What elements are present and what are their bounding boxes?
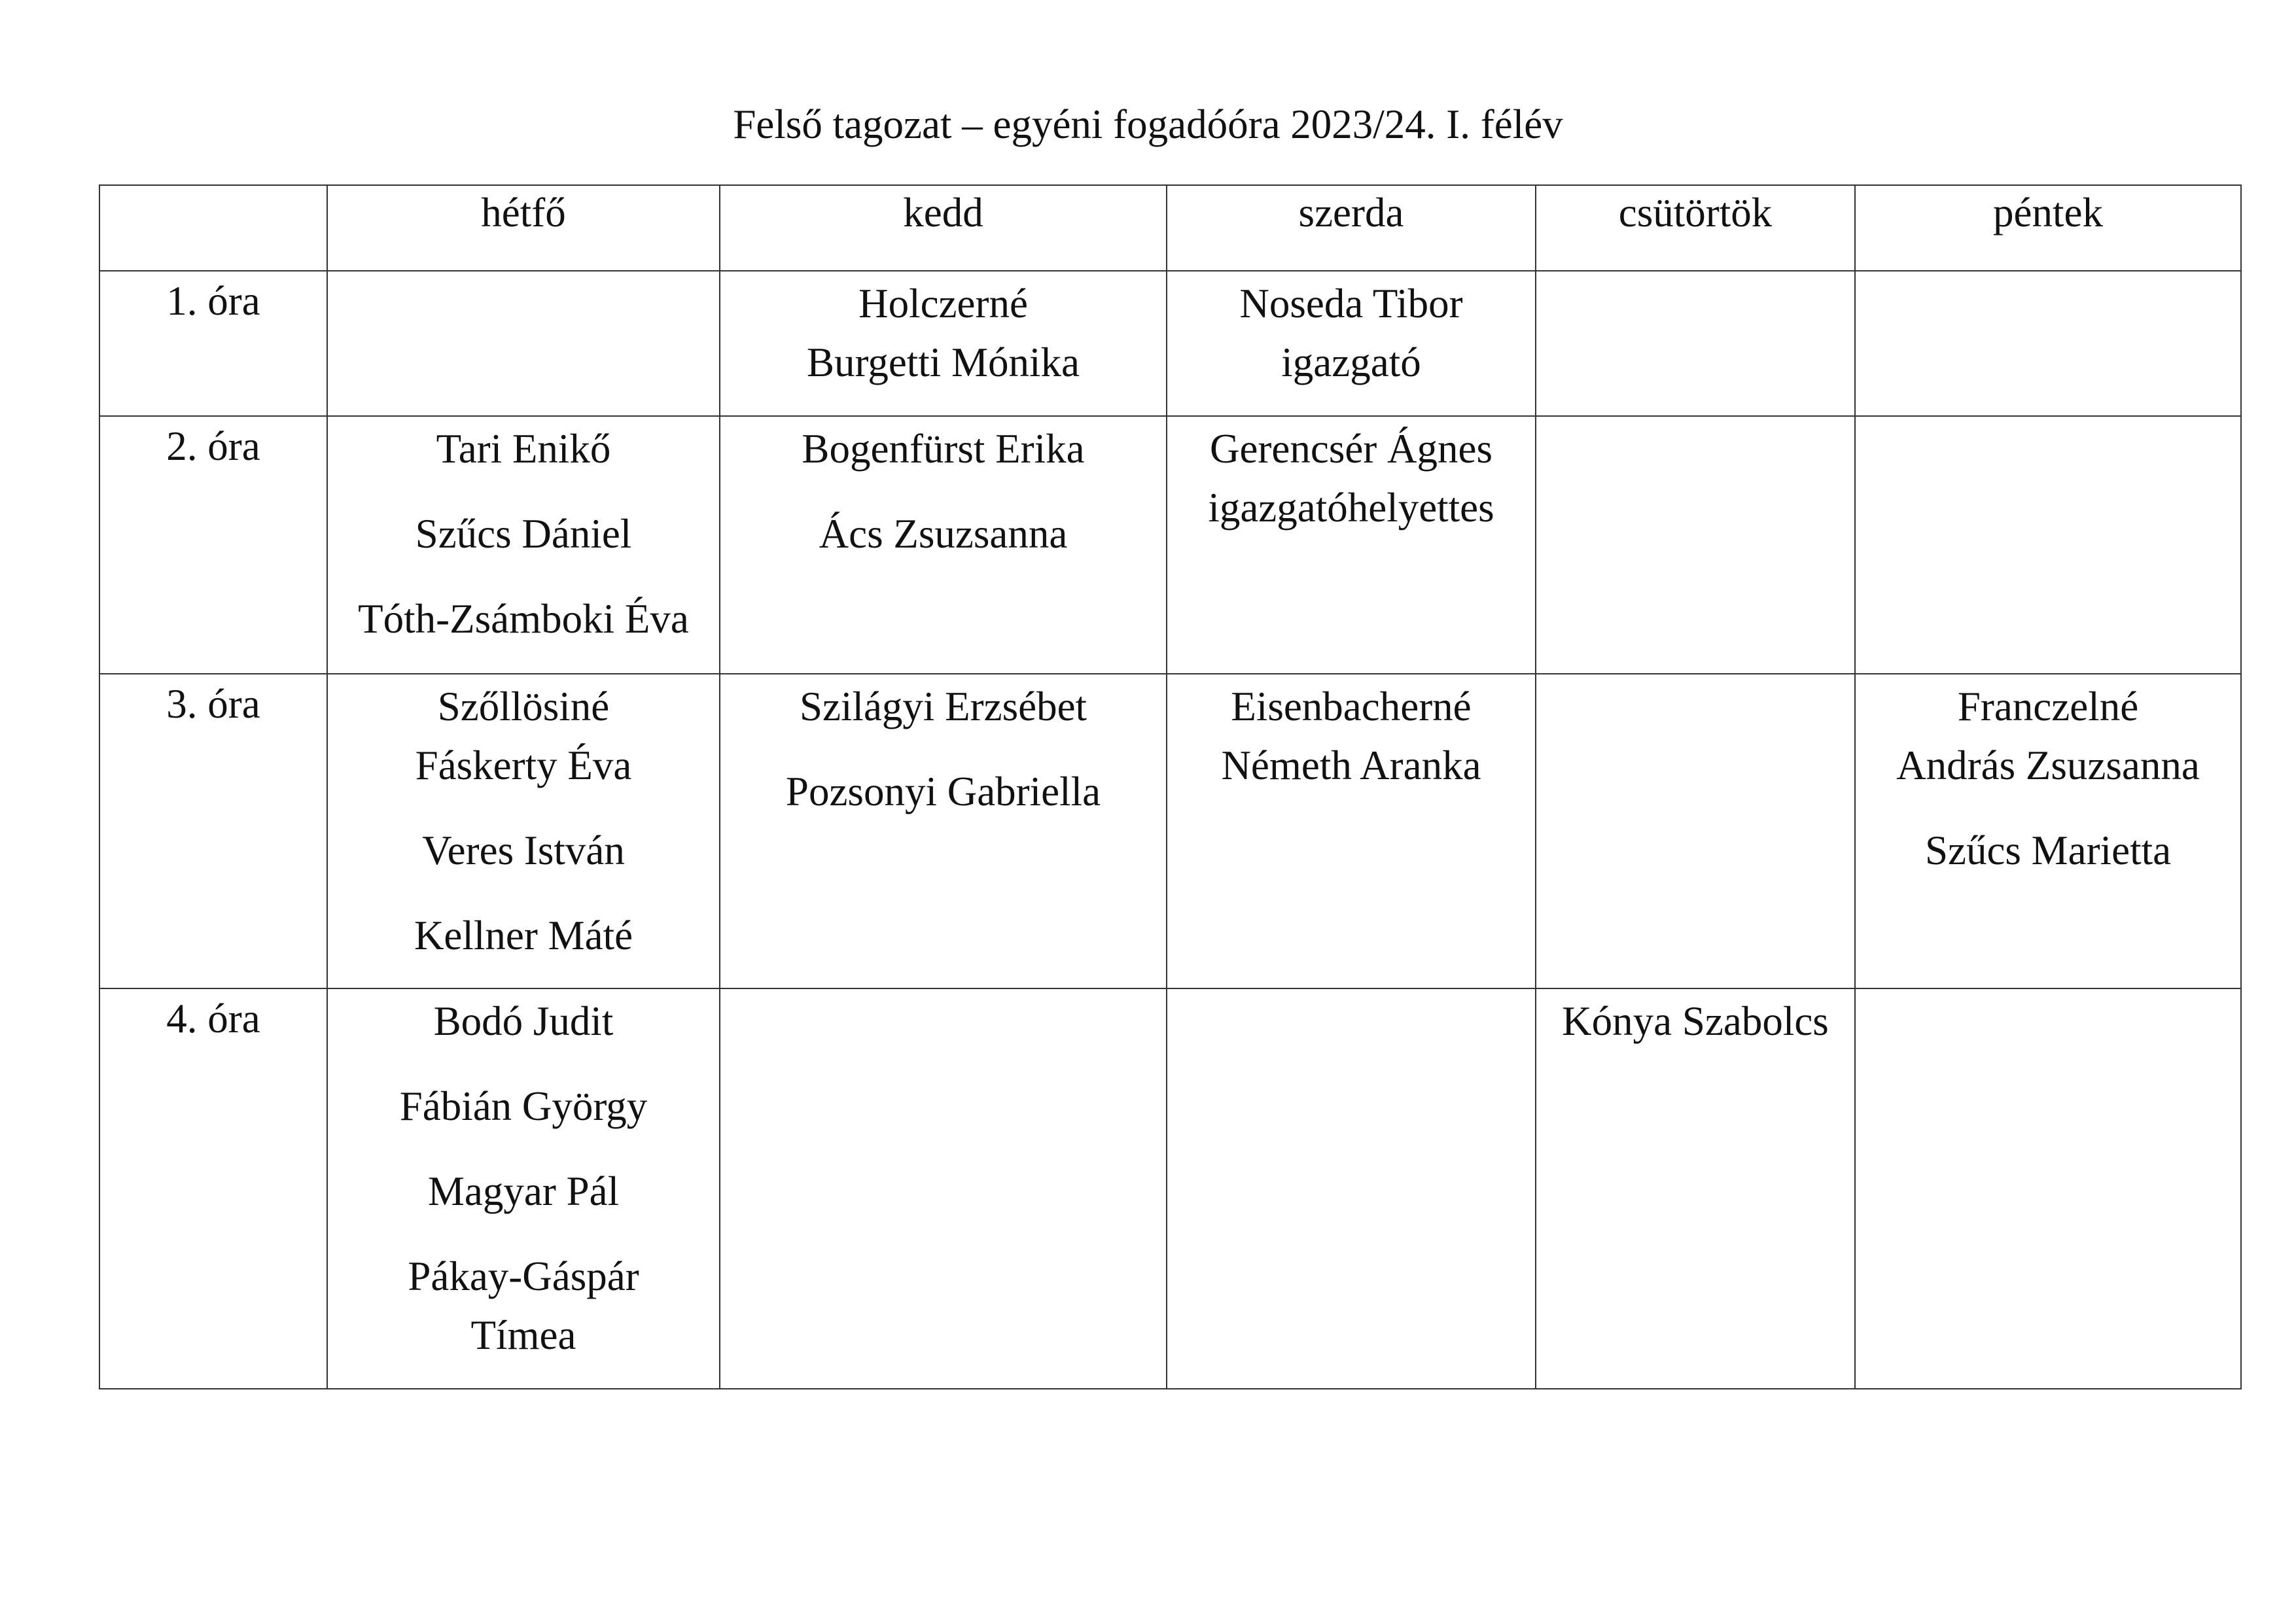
schedule-cell <box>327 416 720 674</box>
schedule-cell <box>720 988 1167 1389</box>
entry-line: Kellner Máté <box>414 913 633 958</box>
entry-line: Franczelné <box>1957 684 2139 729</box>
teacher-entry <box>328 1247 719 1365</box>
table-row <box>99 674 2241 988</box>
entry-line: igazgatóhelyettes <box>1208 485 1494 531</box>
entry-line: Holczerné <box>858 281 1028 326</box>
header-row <box>99 185 2241 271</box>
page-title: Felső tagozat – egyéni fogadóóra 2023/24. I. félév <box>733 101 1563 147</box>
day-label: péntek <box>1993 190 2103 236</box>
teacher-entry <box>328 419 719 478</box>
schedule-cell <box>327 271 720 416</box>
day-header-tuesday <box>720 185 1167 271</box>
entry-line: Tari Enikő <box>436 426 611 472</box>
teacher-entry <box>1167 274 1535 392</box>
entry-line: Burgetti Mónika <box>806 340 1080 385</box>
schedule-cell <box>1855 988 2241 1389</box>
schedule-cell <box>1855 674 2241 988</box>
teacher-entry <box>328 589 719 648</box>
teacher-entry <box>328 677 719 795</box>
schedule-cell <box>1167 271 1536 416</box>
period-label: 3. óra <box>99 674 327 988</box>
day-label: kedd <box>903 190 983 236</box>
day-label: szerda <box>1298 190 1404 236</box>
entry-line: Ács Zsuzsanna <box>819 511 1068 557</box>
teacher-entry <box>328 1077 719 1136</box>
entry-line: Tímea <box>470 1312 576 1358</box>
table-row <box>99 271 2241 416</box>
entry-line: Pákay-Gáspár <box>408 1253 639 1299</box>
table-row <box>99 416 2241 674</box>
entry-line: Fábián György <box>399 1083 648 1129</box>
entry-line: Szőllösiné <box>437 684 610 729</box>
teacher-entry <box>328 821 719 880</box>
entry-line: Noseda Tibor <box>1239 281 1463 326</box>
teacher-entry <box>328 906 719 965</box>
entry-line: Veres István <box>422 828 625 873</box>
entry-line: Kónya Szabolcs <box>1562 998 1829 1044</box>
day-header-friday <box>1855 185 2241 271</box>
schedule-cell <box>1167 988 1536 1389</box>
schedule-cell <box>1167 674 1536 988</box>
day-header-thursday <box>1536 185 1855 271</box>
teacher-entry <box>1856 821 2240 880</box>
entry-line: Magyar Pál <box>427 1168 620 1214</box>
teacher-entry <box>328 504 719 563</box>
teacher-entry <box>1856 677 2240 795</box>
teacher-entry <box>720 762 1166 821</box>
day-label: hétfő <box>481 190 566 236</box>
day-header-monday <box>327 185 720 271</box>
entry-line: Németh Aranka <box>1221 742 1481 788</box>
teacher-entry <box>328 992 719 1051</box>
entry-line: Szűcs Marietta <box>1924 828 2172 873</box>
entry-line: Pozsonyi Gabriella <box>785 769 1101 814</box>
schedule-cell <box>327 988 720 1389</box>
entry-line: Eisenbacherné <box>1231 684 1472 729</box>
teacher-entry <box>720 274 1166 392</box>
schedule-cell <box>720 674 1167 988</box>
corner-cell <box>99 185 327 271</box>
schedule-table <box>99 184 2242 1389</box>
period-label: 2. óra <box>99 416 327 674</box>
period-label: 1. óra <box>99 271 327 416</box>
day-label: csütörtök <box>1618 190 1773 236</box>
teacher-entry <box>720 419 1166 478</box>
entry-line: Gerencsér Ágnes <box>1209 426 1493 472</box>
schedule-cell <box>1536 674 1855 988</box>
entry-line: igazgató <box>1281 340 1421 385</box>
schedule-cell <box>1167 416 1536 674</box>
schedule-cell <box>720 416 1167 674</box>
schedule-cell <box>1536 271 1855 416</box>
entry-line: András Zsuzsanna <box>1896 742 2200 788</box>
schedule-cell <box>327 674 720 988</box>
entry-line: Szilágyi Erzsébet <box>799 684 1087 729</box>
teacher-entry <box>720 504 1166 563</box>
teacher-entry <box>1536 992 1854 1051</box>
teacher-entry <box>720 677 1166 736</box>
period-label: 4. óra <box>99 988 327 1389</box>
table-row <box>99 988 2241 1389</box>
schedule-cell <box>1536 988 1855 1389</box>
entry-line: Fáskerty Éva <box>415 742 632 788</box>
schedule-cell <box>720 271 1167 416</box>
entry-line: Szűcs Dániel <box>415 511 632 557</box>
entry-line: Tóth-Zsámboki Éva <box>358 596 689 642</box>
entry-line: Bogenfürst Erika <box>802 426 1085 472</box>
entry-line: Bodó Judit <box>433 998 614 1044</box>
day-header-wednesday <box>1167 185 1536 271</box>
teacher-entry <box>1167 419 1535 537</box>
schedule-cell <box>1855 271 2241 416</box>
teacher-entry <box>328 1162 719 1221</box>
teacher-entry <box>1167 677 1535 795</box>
schedule-cell <box>1536 416 1855 674</box>
schedule-cell <box>1855 416 2241 674</box>
